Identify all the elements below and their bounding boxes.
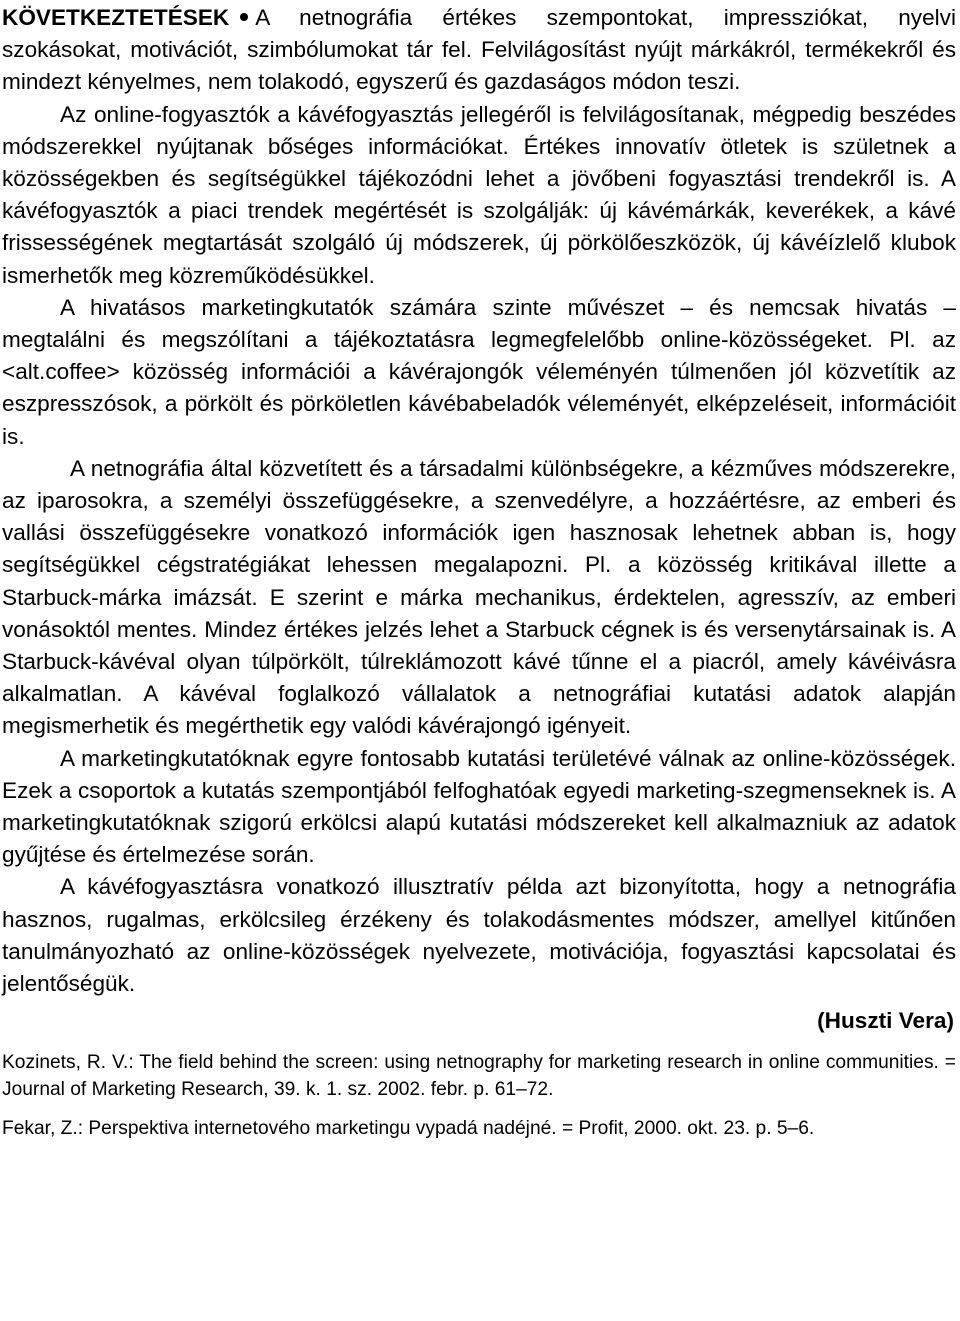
article-body: [2, 2, 956, 1000]
reference-item: Fekar, Z.: Perspektiva internetového marketingu vypadá nadéjné. = Profit, 2000. okt. 23. p. 5–6.: [2, 1118, 815, 1140]
reference-item: Kozinets, R. V.: The field behind the screen: using netnography for marketing research in online communities. = Journal of Marketing Research, 39. k. 1. sz. 2002. febr. p. 61–72.: [2, 1052, 956, 1101]
bullet-icon: [240, 13, 248, 21]
author-signature: (Huszti Vera): [817, 1008, 954, 1034]
paragraph: A kávéfogyasztásra vonatkozó illusztratív példa azt bizonyította, hogy a netnográfia hasznos, rugalmas, erkölcsileg érzékeny és tolakodásmentes módszer, amellyel kitűnően tanulmányozható az online-közösségek nyelvezete, motivációja, fogyasztási kapcsolatai és jelentőségük.: [2, 874, 956, 997]
paragraph-text: A netnográfia értékes szempontokat, impressziókat, nyelvi szokásokat, motivációt, szimbólumokat tár fel. Felvilágosítást nyújt márkákról, termékekről és mindezt kényelmes, nem tolakodó, egyszerű és gazdaságos módon teszi.: [2, 5, 956, 95]
paragraph: A marketingkutatóknak egyre fontosabb kutatási területévé válnak az online-közösségek. Ezek a csoportok a kutatás szempontjából felfoghatóak egyedi marketing-szegmenseknek is. A marketingkutatóknak szigorú erkölcsi alapú kutatási módszereket kell alkalmazniuk az adatok gyűjtése és értelmezése során.: [2, 745, 956, 868]
reference-list: [2, 1049, 956, 1142]
paragraph: A netnográfia által közvetített és a társadalmi különbségekre, a kézműves módszerekre, az iparosokra, a személyi összefüggésekre, a szenvedélyre, a hozzáértésre, az emberi és vallási összefüggésekre vonatkozó információk igen hasznosak lehetnek abban is, hogy segítségükkel cégstratégiákat lehessen megalapozni. Pl. a közösség kritikával illette a Starbuck-márka imázsát. E szerint e márka mechanikus, érdektelen, agresszív, az emberi vonásoktól mentes. Mindez értékes jelzés lehet a Starbuck cégnek is és versenytársainak is. A Starbuck-kávéval olyan túlpörkölt, túlreklámozott kávé tűnne el a piacról, amely kávéivásra alkalmatlan. A kávéval foglalkozó vállalatok a netnográfiai kutatási adatok alapján megismerhetik és megérthetik egy valódi kávérajongó igényeit.: [2, 455, 956, 739]
paragraph: Az online-fogyasztók a kávéfogyasztás jellegéről is felvilágosítanak, mégpedig beszédes módszerekkel nyújtanak bőséges információkat. Értékes innovatív ötletek is születnek a közösségekben és segítségükkel tájékozódni lehet a jövőbeni fogyasztási trendekről is. A kávéfogyasztók a piaci trendek megértését is szolgálják: új kávémárkák, keverékek, a kávé frissességének megtartását szolgáló új módszerek, új pörkölőeszközök, új kávéízlelő klubok ismerhetők meg közreműködésükkel.: [2, 101, 956, 288]
paragraph: A hivatásos marketingkutatók számára szinte művészet – és nemcsak hivatás – megtalálni és megszólítani a tájékoztatásra legmegfelelőbb online-közösségeket. Pl. az <alt.coffee> közösség információi a kávérajongók véleményén túlmenően jól közvetítik az eszpresszósok, a pörkölt és pörköletlen kávébabeladók véleményét, elképzeléseit, információit is.: [2, 294, 956, 449]
paragraph-conclusions: [2, 2, 956, 99]
section-heading: KÖVETKEZTETÉSEK: [2, 5, 230, 30]
